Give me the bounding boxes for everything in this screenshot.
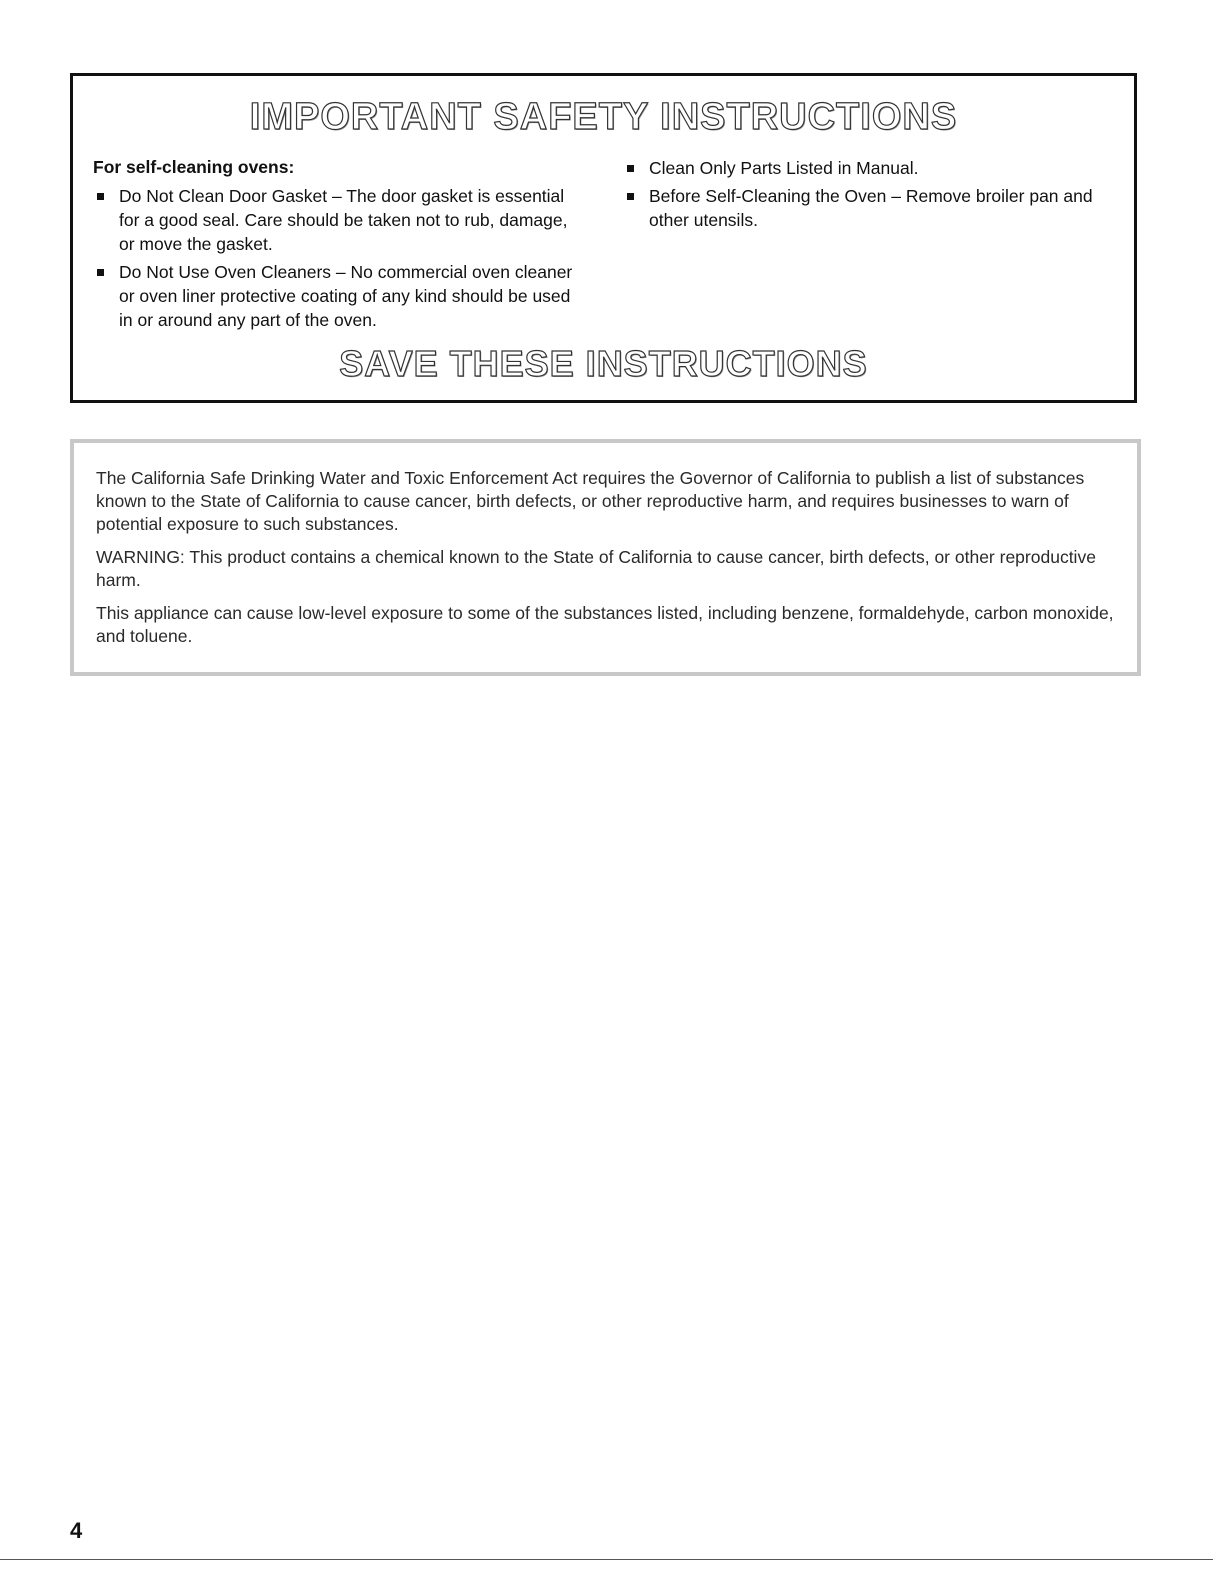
square-bullet-icon: [627, 193, 634, 200]
list-item-text: Do Not Use Oven Cleaners – No commercial oven cleaner or oven liner protective coating of any kind should be used in or around any part of the oven.: [119, 262, 573, 330]
prop65-warning-paragraph: WARNING: This product contains a chemical known to the State of California to cause cancer, birth defects, or other reproductive harm.: [96, 547, 1096, 590]
save-instructions-title: SAVE THESE INSTRUCTIONS: [339, 343, 868, 384]
list-item: [623, 156, 1123, 180]
safety-title: IMPORTANT SAFETY INSTRUCTIONS: [249, 96, 958, 138]
prop65-paragraph: This appliance can cause low-level exposure to some of the substances listed, including benzene, formaldehyde, carbon monoxide, and toluene.: [96, 603, 1114, 646]
page-number: 4: [70, 1518, 83, 1543]
safety-instructions-box: [70, 73, 1137, 403]
self-cleaning-heading: For self-cleaning ovens:: [93, 157, 295, 177]
list-item: [93, 184, 583, 256]
square-bullet-icon: [627, 165, 634, 172]
prop65-warning-box: [70, 439, 1141, 676]
list-item-text: Clean Only Parts Listed in Manual.: [649, 158, 919, 178]
list-item-text: Before Self-Cleaning the Oven – Remove broiler pan and other utensils.: [649, 186, 1093, 230]
right-column: [623, 156, 1123, 236]
square-bullet-icon: [97, 269, 104, 276]
prop65-paragraph: The California Safe Drinking Water and Toxic Enforcement Act requires the Governor of California to publish a list of substances known to the State of California to cause cancer, birth defects, or other reproductive harm, and requires businesses to warn of potential exposure to such substances.: [96, 468, 1085, 534]
footer-rule: [0, 1559, 1213, 1560]
right-bullet-list: [623, 156, 1123, 232]
square-bullet-icon: [97, 193, 104, 200]
list-item: [623, 184, 1123, 232]
list-item: [93, 260, 583, 332]
left-bullet-list: [93, 184, 583, 332]
list-item-text: Do Not Clean Door Gasket – The door gasket is essential for a good seal. Care should be taken not to rub, damage, or move the gasket.: [119, 186, 568, 254]
left-column: [93, 156, 583, 336]
